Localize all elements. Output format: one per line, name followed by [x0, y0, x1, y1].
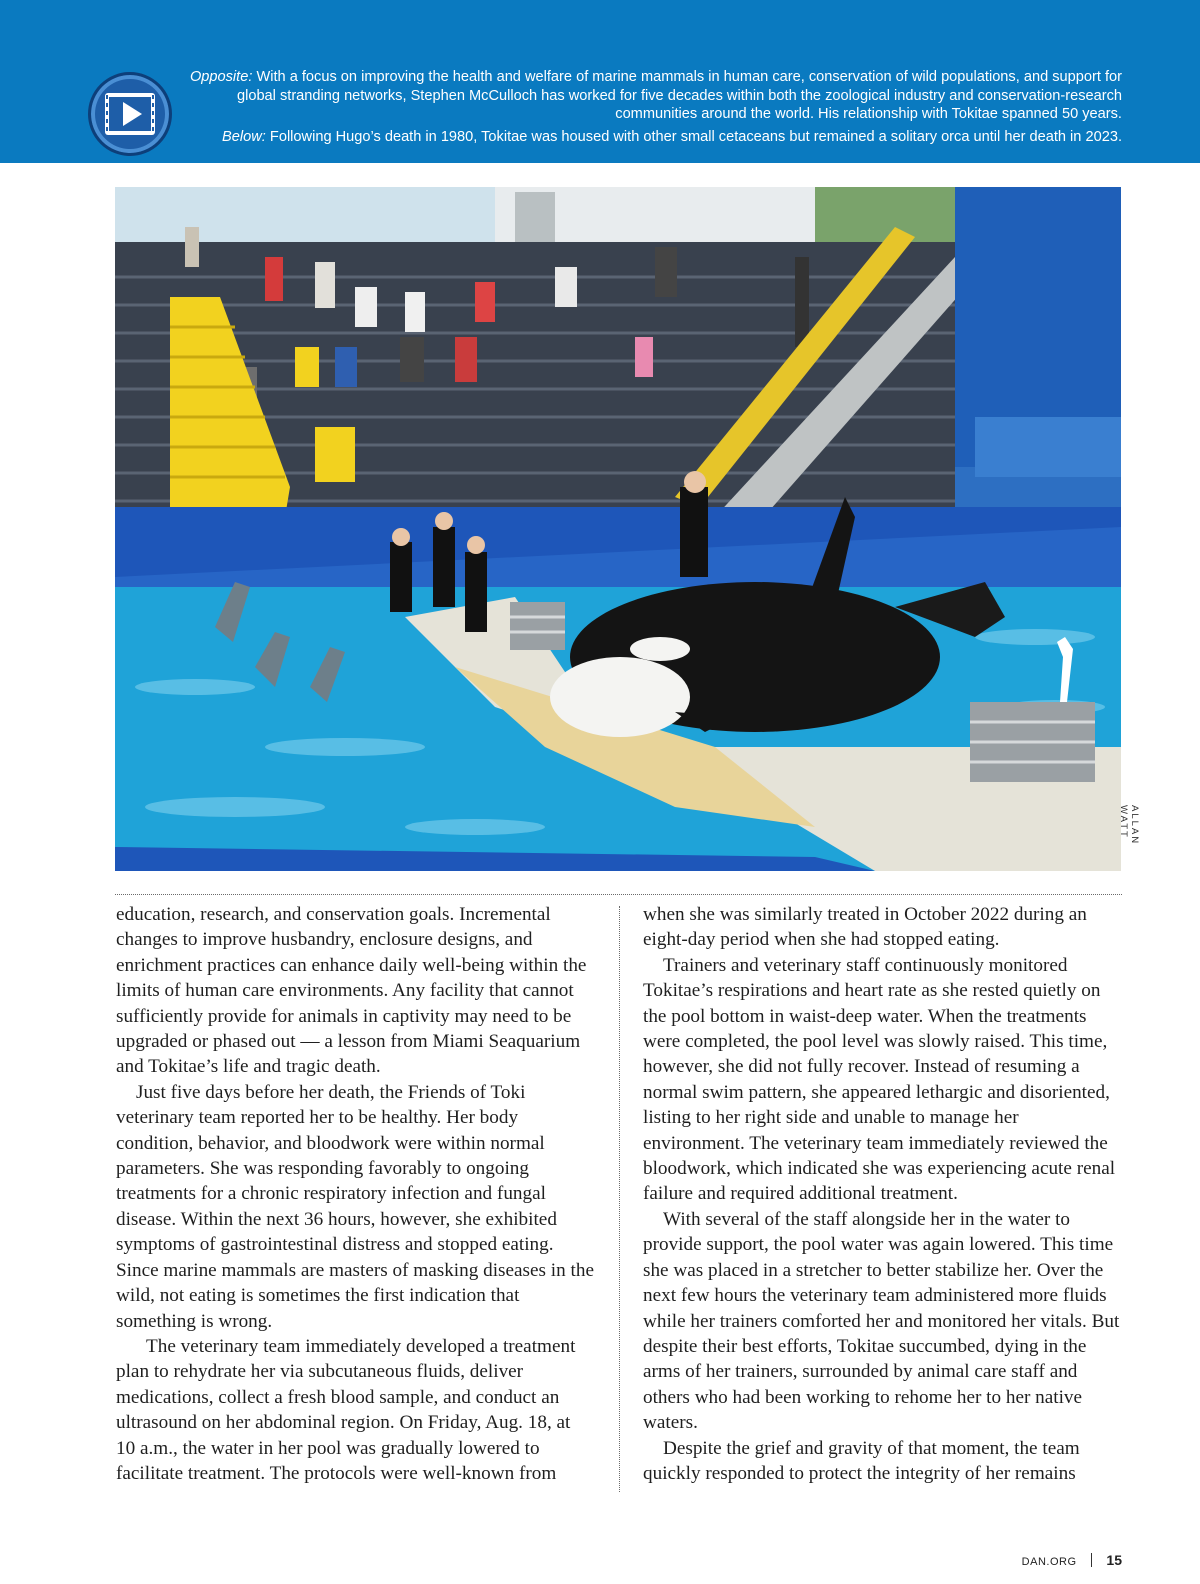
paragraph: when she was similarly treated in October 2022 during an eight-day period when she had stopped eating.	[643, 904, 1087, 951]
page-footer	[1022, 1552, 1122, 1570]
paragraph: The veterinary team immediately developed a treatment plan to rehydrate her via subcutaneous fluids, deliver medications, collect a fresh blood sample, and conduct an ultrasound on her abdominal region. On Friday, Aug. 18, at 10 a.m., the water in her pool was gradually lowered to facilitate treatment. The protocols were well-known from	[116, 1335, 576, 1484]
photo-caption	[176, 68, 1122, 146]
photo-credit: ALLAN WATT	[1118, 805, 1140, 846]
caption-below-label: Below:	[222, 128, 266, 145]
caption-opposite-text: With a focus on improving the health and welfare of marine mammals in human care, conservation of wild populations, and support for global stranding networks, Stephen McCulloch has worked for five decades within both the zoological industry and conservation-research communities around the world. His relationship with Tokitae spanned 50 years.	[236, 69, 1122, 122]
article-column-right	[643, 902, 1125, 1486]
column-divider	[619, 906, 620, 1492]
caption-below-text: Following Hugo’s death in 1980, Tokitae was housed with other small cetaceans but remained a solitary orca until her death in 2023.	[265, 128, 1122, 145]
paragraph: Despite the grief and gravity of that moment, the team quickly responded to protect the integrity of her remains	[643, 1437, 1080, 1484]
caption-banner	[0, 0, 1200, 163]
caption-opposite	[176, 68, 1122, 124]
paragraph: Just five days before her death, the Friends of Toki veterinary team reported her to be healthy. Her body condition, behavior, and bloodwork were within normal parameters. She was responding favorably to ongoing treatments for a chronic respiratory infection and fungal disease. Within the next 36 hours, however, she exhibited symptoms of gastrointestinal distress and stopped eating. Since marine mammals are masters of masking diseases in the wild, not eating is sometimes the first indication that something is wrong.	[116, 1081, 594, 1332]
orca-photo	[115, 187, 1121, 871]
caption-below	[176, 128, 1122, 147]
video-play-icon[interactable]	[88, 72, 172, 156]
page-number: 15	[1106, 1552, 1122, 1568]
footer-separator	[1091, 1553, 1092, 1567]
paragraph: Trainers and veterinary staff continuously monitored Tokitae’s respirations and heart rate as she rested quietly on the pool bottom in waist-deep water. When the treatments were completed, the pool level was slowly raised. This time, however, she did not fully recover. Instead of resuming a normal swim pattern, she appeared lethargic and disoriented, listing to her right side and unable to manage her environment. The veterinary team immediately reviewed the bloodwork, which indicated she was experiencing acute renal failure and required additional treatment.	[643, 954, 1116, 1205]
article-column-left	[116, 902, 594, 1486]
paragraph: With several of the staff alongside her in the water to provide support, the pool water was again lowered. This time she was placed in a stretcher to better stabilize her. Over the next few hours the veterinary team administered more fluids while her trainers comforted her and monitored her vitals. But despite their best efforts, Tokitae succumbed, dying in the arms of her trainers, surrounded by animal care staff and others who had been working to rehome her to her native waters.	[643, 1208, 1120, 1434]
section-rule	[115, 894, 1122, 895]
footer-site[interactable]: DAN.ORG	[1021, 1556, 1077, 1568]
paragraph: education, research, and conservation goals. Incremental changes to improve husbandry, enclosure designs, and enrichment practices can enhance daily well-being within the limits of human care environments. Any facility that cannot sufficiently provide for animals in captivity may need to be upgraded or phased out — a lesson from Miami Seaquarium and Tokitae’s life and tragic death.	[116, 904, 587, 1078]
caption-opposite-label: Opposite:	[189, 69, 253, 85]
